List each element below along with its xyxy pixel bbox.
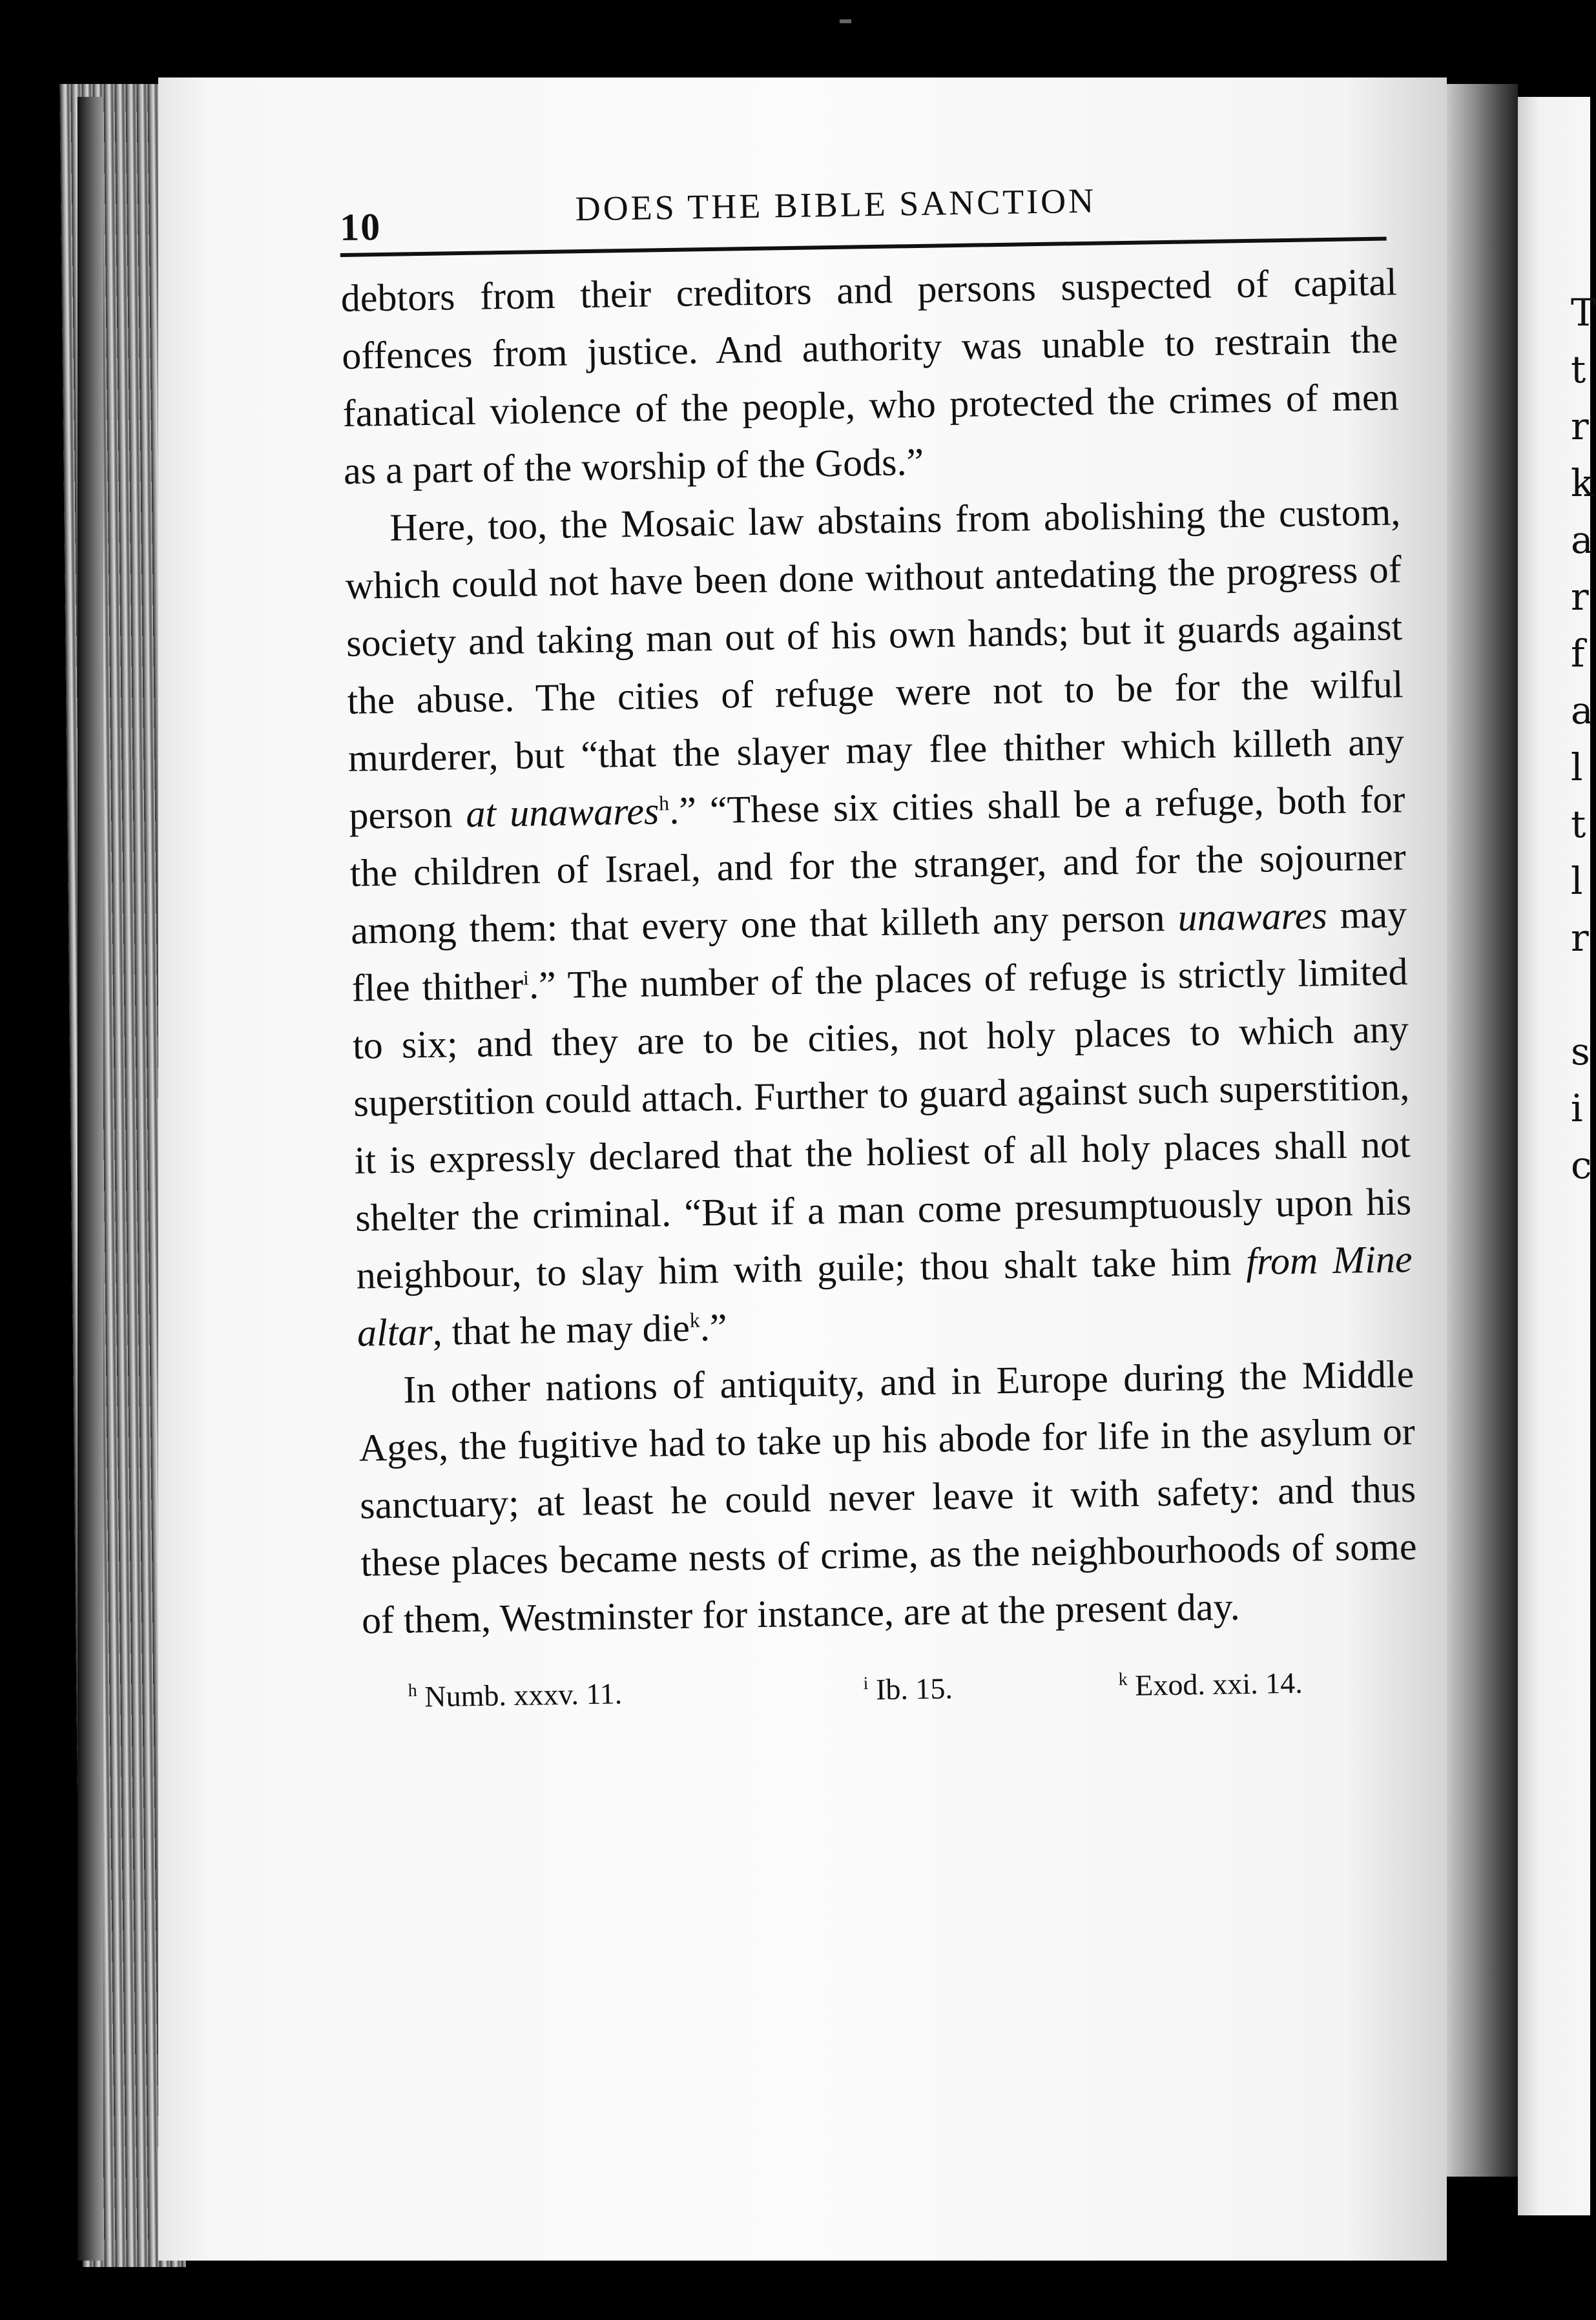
running-head: DOES THE BIBLE SANCTION xyxy=(575,181,1097,229)
paragraph-3: In other nations of antiquity, and in Europe during the Middle Ages, the fugitive had to take up his abode for life in the asylum or sanctuary; at least he could never leave it with safety: and thus these places became nests of crime, as the neighbourhoods of some of them, Westminster for instance, are at the present day. xyxy=(358,1352,1417,1642)
facing-page-letter: i xyxy=(1571,1086,1583,1130)
body-text xyxy=(340,253,1418,1649)
facing-page-letter: r xyxy=(1571,575,1589,619)
footnote-mark: k xyxy=(1118,1669,1128,1690)
facing-page-letter: a xyxy=(1571,518,1593,562)
facing-page-letter xyxy=(1571,966,1590,1023)
facing-page-letter: T xyxy=(1571,291,1596,335)
facing-page-letter: f xyxy=(1571,632,1585,676)
facing-page-letter: l xyxy=(1571,745,1583,789)
facing-page-letter: k xyxy=(1571,461,1594,505)
gutter-shadow xyxy=(1447,84,1518,2177)
paragraph-1: debtors from their creditors and persons suspected of capital offences from justice. And authority was unable to restrain the fanatical violence of the people, who protected the crimes of men as a part of the worship of the Gods.” xyxy=(340,260,1399,492)
p2-italic-1: at unawares xyxy=(465,789,659,836)
scan-speck xyxy=(840,19,851,23)
text-block xyxy=(339,164,1419,1725)
book-edge-shadow xyxy=(78,97,103,2261)
header-rule xyxy=(340,237,1387,257)
facing-page-letter: r xyxy=(1571,916,1589,960)
facing-page-letter: c xyxy=(1571,1143,1592,1187)
p2-italic-3: from Mine altar xyxy=(357,1238,1413,1354)
footnote-i xyxy=(863,1671,953,1706)
footnote-mark: i xyxy=(863,1673,869,1694)
footnote-mark: h xyxy=(408,1681,417,1701)
page-number: 10 xyxy=(339,205,382,249)
footnote-text: Ib. 15. xyxy=(875,1672,953,1706)
p2-text-5: , that he may die xyxy=(432,1306,690,1353)
facing-page-letters xyxy=(1571,284,1596,1194)
facing-page-letter: l xyxy=(1571,859,1583,903)
p2-italic-2: unawares xyxy=(1177,894,1328,939)
paragraph-2 xyxy=(344,483,1414,1362)
footnote-ref-k: k xyxy=(689,1308,700,1332)
footnote-ref-h: h xyxy=(658,791,670,815)
facing-page-letter: r xyxy=(1571,404,1589,448)
facing-page-letter: t xyxy=(1571,347,1586,391)
p2-text-1: Here, too, the Mosaic law abstains from abolishing the custom, which could not have been done without antedating the progress of society and taking man out of his own hands; but it guards against the abuse. The cities of refuge were not to be for the wilful murderer, but “that the slayer may flee thither which killeth any person xyxy=(345,490,1405,837)
p2-text-3: may flee thither xyxy=(351,893,1407,1010)
footnote-h xyxy=(408,1676,622,1714)
footnote-text: Numb. xxxv. 11. xyxy=(424,1677,623,1714)
p2-text-4: .” The number of the places of refuge is strictly limited to six; and they are to be cities, not holy places to which any superstition could attach. Further to guard against such superstition, it is expressly declared that the holiest of all holy places shall not shelter the criminal. “But if a man come presumptuously upon his neighbour, to slay him with guile; thou shalt take him xyxy=(352,950,1412,1297)
p2-text-6: .” xyxy=(700,1305,728,1349)
footnote-text: Exod. xxi. 14. xyxy=(1134,1666,1303,1702)
facing-page-letter: a xyxy=(1571,689,1593,732)
facing-page-letter: t xyxy=(1571,802,1586,846)
footnote-k xyxy=(1118,1666,1303,1703)
p2-text-2: .” “These six cities shall be a refuge, both for the children of Israel, and for the stranger, and for the sojourner among them: that every one that killeth any person xyxy=(349,778,1407,952)
footnote-ref-i: i xyxy=(523,966,530,989)
facing-page-letter: s xyxy=(1571,1030,1590,1073)
